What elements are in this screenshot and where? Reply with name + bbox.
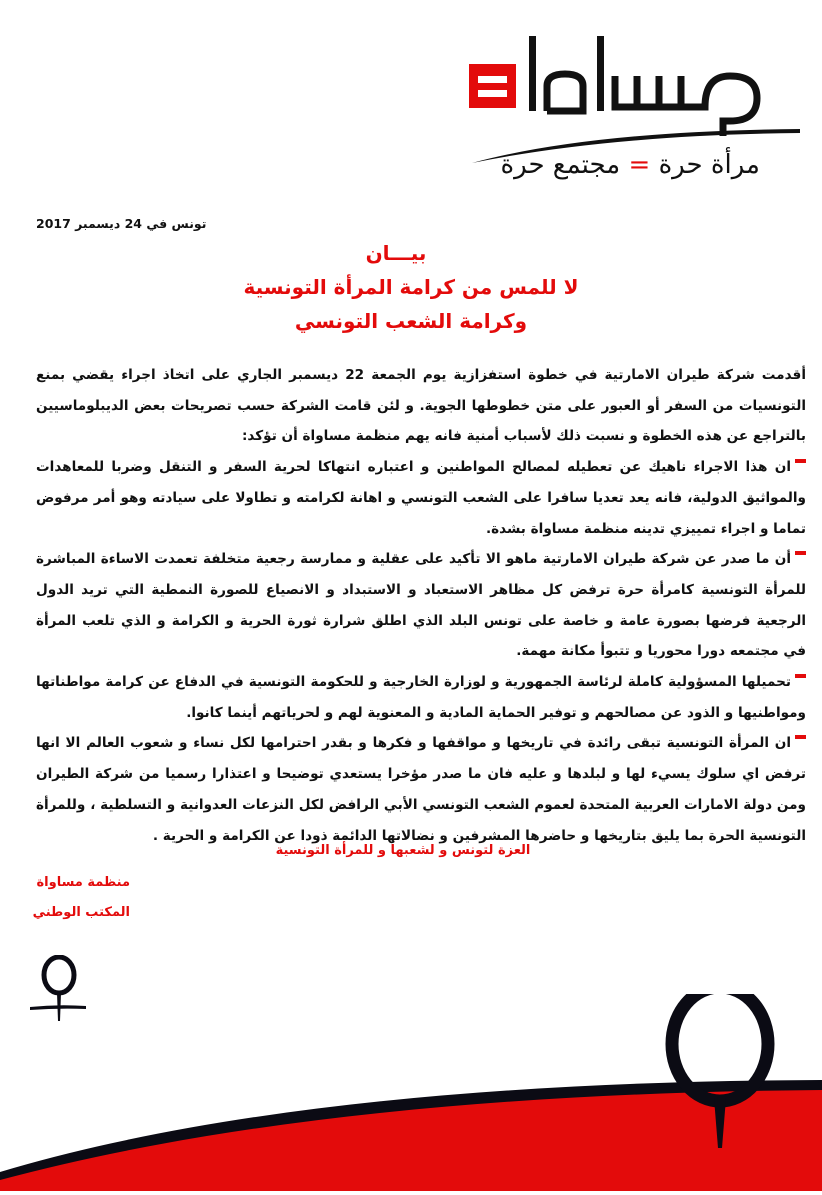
point-3-text: تحميلها المسؤولية كاملة لرئاسة الجمهورية و لوزارة الخارجية و للحكومة التونسية في الدفاع عن كرامة مواطناتها ومواطنيها و الذود عن مصالحهم و توفير الحماية المادية و المعنوية لهم و لحرياتهم أينما كانوا. [36, 674, 806, 721]
point-4 [36, 728, 806, 851]
intro-paragraph: أقدمت شركة طيران الامارتية في خطوة استفزازية يوم الجمعة 22 ديسمبر الجاري على اتخاذ اجراء يقضي بمنع التونسيات من السفر أو العبور على متن خطوطها الجوية. و لئن قامت الشركة حسب تصريحات بعض الديبلوماسيين بالتراجع عن هذه الخطوة و نسبت ذلك لأسباب أمنية فانه يهم منظمة مساواة أن تؤكد: [36, 367, 806, 445]
red-dash-bullet-icon [795, 459, 806, 463]
wordmark-glyphs-icon [525, 26, 770, 136]
document-body [36, 360, 806, 851]
point-2-text: أن ما صدر عن شركة طيران الامارتية ماهو الا تأكيد على عقلية و ممارسة رجعية متخلفة تعمدت الاساءة المباشرة للمرأة التونسية كامرأة حرة ترفض كل مظاهر الاستعباد و الاستبداد و الانصياع للصورة النمطية التي تريد الدول الرجعية فرضها بصورة عامة و خاصة على تونس البلد الذي اطلق شرارة ثورة الحرية و الكرامة و الذي تلعب المرأة في مجتمعه دورا محوريا و تتبوأ مكانة مهمة. [36, 551, 806, 660]
point-3 [36, 667, 806, 728]
closing-line [0, 843, 822, 858]
logo-tagline [501, 150, 761, 180]
point-1-text: ان هذا الاجراء ناهيك عن تعطيله لمصالح المواطنين و اعتباره انتهاكا لحرية السفر و التنقل وضربا للمعاهدات والمواثيق الدولية، فانه يعد تعديا سافرا على الشعب التونسي و اهانة لكرامته و تطاولا على سيادته وهو أمر مرفوض تماما و اجراء تمييزي تدينه منظمة مساواة بشدة. [36, 459, 806, 537]
signature-office: المكتب الوطني [32, 905, 130, 920]
equals-bar-bottom [478, 90, 507, 97]
equals-bar-top [478, 76, 507, 83]
red-dash-bullet-icon [795, 674, 806, 678]
tagline-part2: مجتمع حرة [500, 150, 621, 180]
document-date: تونس في 24 ديسمبر 2017 [36, 216, 207, 231]
title-line-statement: بيـــان [365, 241, 427, 265]
large-female-symbol-icon [640, 994, 780, 1154]
point-2 [36, 544, 806, 667]
title-line-3: وكرامة الشعب التونسي [294, 309, 528, 333]
logo-equals-box [469, 64, 516, 108]
signature-org: منظمة مساواة [36, 875, 130, 890]
red-dash-bullet-icon [795, 735, 806, 739]
tagline-part1: مرأة حرة [658, 150, 760, 180]
closing-text: العزة لتونس و لشعبها و للمرأة التونسية [275, 843, 531, 858]
point-1 [36, 452, 806, 544]
tagline-equals: = [628, 150, 651, 180]
female-symbol-icon [28, 955, 76, 1027]
logo-wordmark [525, 26, 770, 136]
title-line-2: لا للمس من كرامة المرأة التونسية [243, 275, 579, 299]
document-title [0, 236, 822, 338]
red-dash-bullet-icon [795, 551, 806, 555]
point-4-text: ان المرأة التونسية تبقى رائدة في تاريخها و مواقفها و فكرها و بقدر احترامها لكل نساء و شعوب العالم الا انها ترفض اي سلوك يسيء لها و لبلدها و عليه فان ما صدر مؤخرا يستعدي توضيحا و اعتذارا رسميا من شركة الطيران ومن دولة الامارات العربية المتحدة لعموم الشعب التونسي الأبي الرافض لكل النزعات العدوانية و التسلطية ، وللمرأة التونسية الحرة بما يليق بتاريخها و حاضرها المشرفين و نضالاتها الدائمة ذودا عن الكرامة و الحرية . [36, 735, 806, 844]
